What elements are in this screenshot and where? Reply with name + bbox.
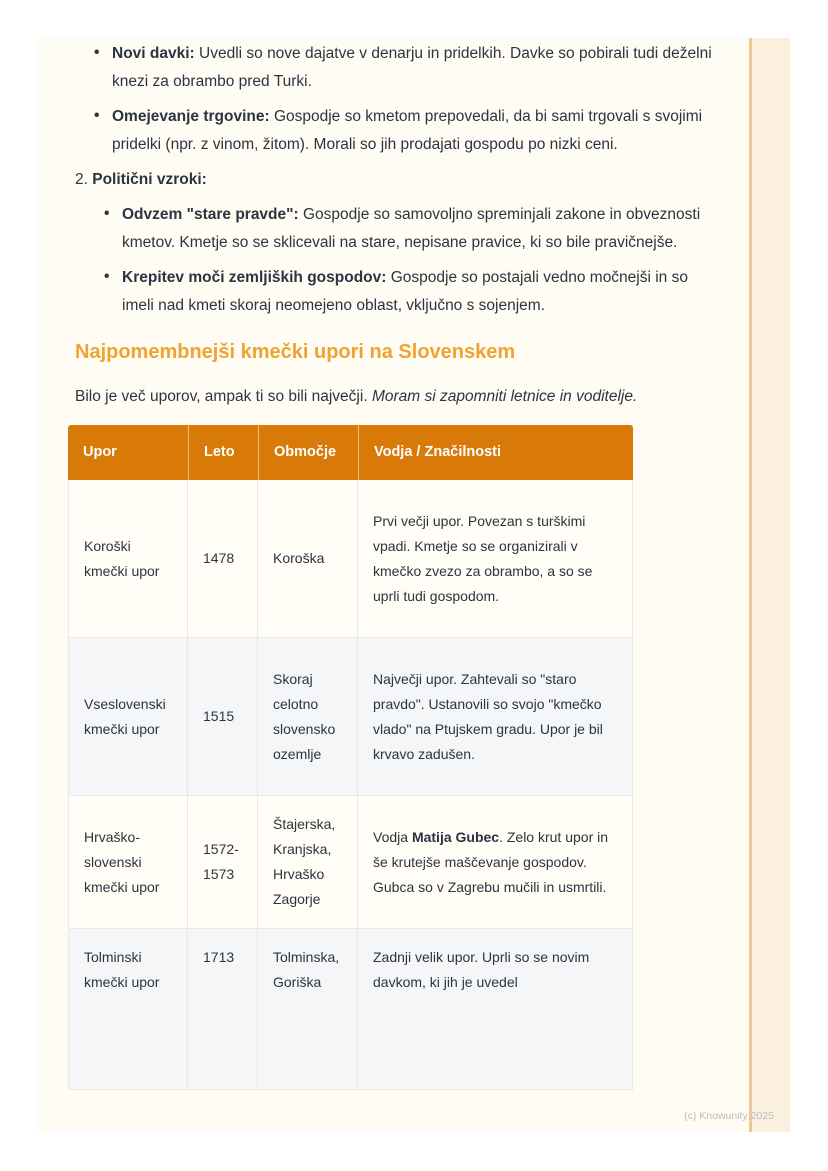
cell-vodja: Največji upor. Zahtevali so "staro pravdo". Ustanovili so svojo "kmečko vlado" na Ptujskem gradu. Upor je bil krvavo zadušen. xyxy=(358,638,633,796)
cell-obmocje: Koroška xyxy=(258,480,358,638)
table-row xyxy=(68,929,633,1090)
cell-vodja: Prvi večji upor. Povezan s turškimi vpadi. Kmetje so se organizirali v kmečko zvezo za obrambo, a so se uprli tudi gospodom. xyxy=(358,480,633,638)
bullet-lead: Krepitev moči zemljiških gospodov: xyxy=(122,269,387,286)
cell-vodja: Vodja Matija Gubec. Zelo krut upor in še krutejše maščevanje gospodov. Gubca so v Zagrebu mučili in usmrtili. xyxy=(358,796,633,929)
cell-upor: Vseslovenski kmečki upor xyxy=(68,638,188,796)
list-item xyxy=(112,103,720,159)
table-header xyxy=(68,425,633,480)
numbered-item xyxy=(75,166,720,194)
numbered-item-label: Politični vzroki: xyxy=(92,171,207,188)
page-content xyxy=(38,38,720,1090)
page-edge-stripe xyxy=(749,38,790,1132)
bullet-text: Gospodje so kmetom prepovedali, da bi sami trgovali s svojimi pridelki (npr. z vinom, žitom). Morali so jih prodajati gospodu po nizki ceni. xyxy=(112,108,703,153)
revolts-table xyxy=(68,425,633,1090)
cell-leto: 1478 xyxy=(188,480,258,638)
copyright-watermark: (c) Knowunity 2025 xyxy=(684,1110,774,1122)
bullet-lead: Odvzem "stare pravde": xyxy=(122,206,299,223)
intro-note-italic: Moram si zapomniti letnice in voditelje. xyxy=(371,388,638,405)
bullet-text: Uvedli so nove dajatve v denarju in pridelkih. Davke so pobirali tudi deželni knezi za obrambo pred Turki. xyxy=(112,45,712,90)
cell-upor: Koroški kmečki upor xyxy=(68,480,188,638)
list-item xyxy=(122,201,720,257)
intro-regular: Bilo je več uporov, ampak ti so bili največji. xyxy=(75,388,372,405)
table-row xyxy=(68,796,633,929)
list-item xyxy=(122,264,720,320)
numbered-item-number: 2. xyxy=(75,171,88,188)
page-edge-stripe-line xyxy=(749,38,752,1132)
bullet-lead: Novi davki: xyxy=(112,45,195,62)
top-bullet-list xyxy=(75,40,720,159)
table-row xyxy=(68,638,633,796)
cell-leto: 1572-1573 xyxy=(188,796,258,929)
column-header-vodja: Vodja / Značilnosti xyxy=(358,425,633,480)
table-row xyxy=(68,480,633,638)
column-header-obmocje: Območje xyxy=(258,425,358,480)
bullet-text: Gospodje so samovoljno spreminjali zakone in obveznosti kmetov. Kmetje so se sklicevali na stare, nepisane pravice, ki so bile pravičnejše. xyxy=(122,206,701,251)
document-page xyxy=(38,38,790,1132)
intro-paragraph xyxy=(75,383,720,411)
list-item xyxy=(112,40,720,96)
cell-vodja: Zadnji velik upor. Uprli so se novim davkom, ki jih je uvedel xyxy=(358,929,633,1090)
cell-leto: 1515 xyxy=(188,638,258,796)
section-heading: Najpomembnejši kmečki upori na Slovenskem xyxy=(75,341,516,363)
cell-upor: Tolminski kmečki upor xyxy=(68,929,188,1090)
cell-upor: Hrvaško-slovenski kmečki upor xyxy=(68,796,188,929)
bullet-text: Gospodje so postajali vedno močnejši in so imeli nad kmeti skoraj neomejeno oblast, vključno s sojenjem. xyxy=(122,269,688,314)
cell-obmocje: Tolminska, Goriška xyxy=(258,929,358,1090)
cell-obmocje: Štajerska, Kranjska, Hrvaško Zagorje xyxy=(258,796,358,929)
cell-obmocje: Skoraj celotno slovensko ozemlje xyxy=(258,638,358,796)
column-header-upor: Upor xyxy=(68,425,188,480)
cell-leto: 1713 xyxy=(188,929,258,1090)
bullet-lead: Omejevanje trgovine: xyxy=(112,108,270,125)
sub-bullet-list xyxy=(75,201,720,320)
leader-name-bold: Matija Gubec xyxy=(411,828,500,845)
column-header-leto: Leto xyxy=(188,425,258,480)
